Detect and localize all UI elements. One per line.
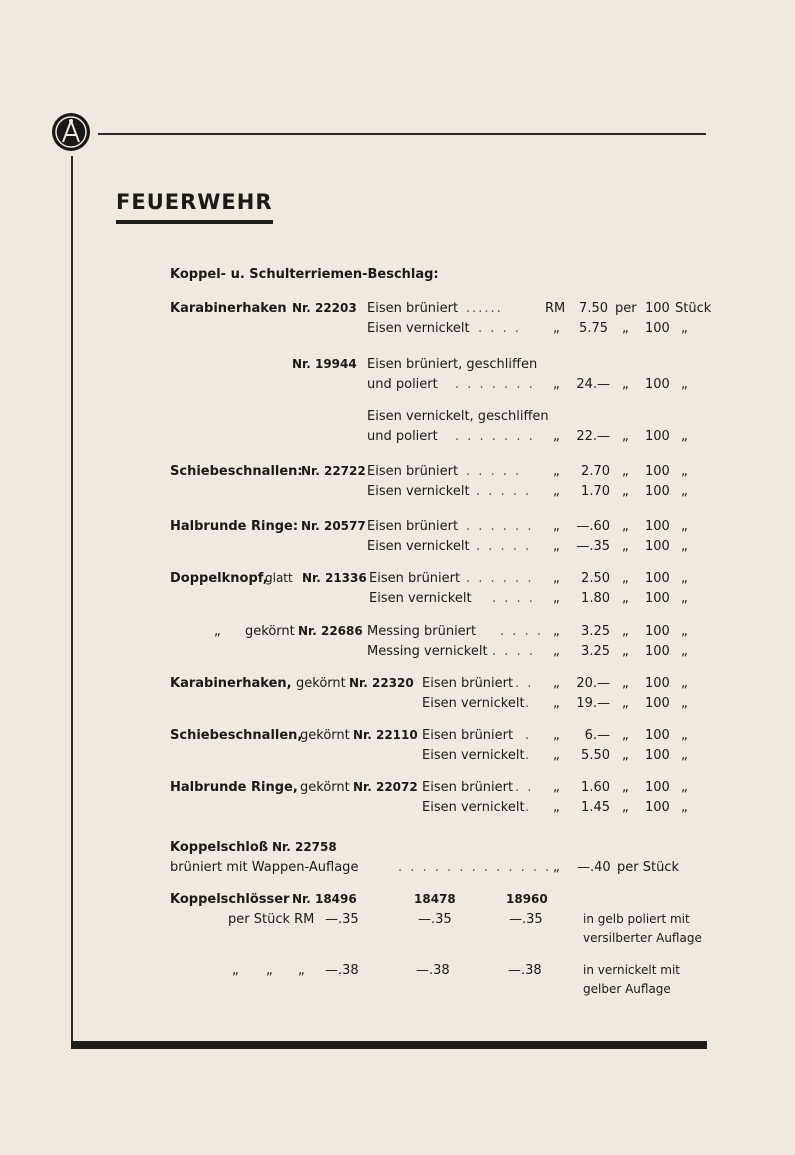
- item-price: —.60: [576, 519, 610, 534]
- item-price: 1.80: [581, 591, 610, 606]
- item-material: Eisen brüniert: [367, 464, 459, 479]
- ditto-mark: „: [553, 377, 560, 392]
- item-number: Nr. 22110: [353, 728, 418, 742]
- item-number: Nr. 21336: [302, 571, 367, 585]
- ditto-mark: „: [553, 644, 560, 659]
- ditto-mark: „: [622, 728, 629, 743]
- unit-label: Stück: [675, 301, 712, 316]
- per-label: per Stück RM: [228, 912, 315, 927]
- item-price: 22.—: [576, 429, 610, 444]
- item-variant: gekörnt: [296, 676, 346, 691]
- item-qty: 100: [645, 484, 670, 499]
- item-price: —.38: [508, 963, 542, 978]
- item-qty: 100: [645, 377, 670, 392]
- ditto-mark: „: [553, 571, 560, 586]
- section-heading: Koppel- u. Schulterriemen-Beschlag:: [170, 267, 439, 282]
- item-variant: gekörnt: [300, 780, 350, 795]
- ditto-mark: „: [681, 728, 688, 743]
- ditto-mark: „: [622, 539, 629, 554]
- item-price: 24.—: [576, 377, 610, 392]
- item-material: Eisen brüniert: [367, 519, 459, 534]
- leader-dots: . . . . . .: [466, 519, 534, 534]
- item-qty: 100: [645, 519, 670, 534]
- compass-icon: [52, 113, 90, 151]
- item-name: Karabinerhaken,: [170, 676, 292, 691]
- item-material: Eisen vernickelt: [422, 696, 525, 711]
- item-price: 3.25: [581, 624, 610, 639]
- ditto-mark: „: [553, 696, 560, 711]
- ditto-mark: „: [681, 748, 688, 763]
- item-price: 20.—: [576, 676, 610, 691]
- ditto-mark: „: [681, 464, 688, 479]
- ditto-mark: „: [681, 377, 688, 392]
- item-note: in vernickelt mit: [583, 963, 680, 977]
- item-price: 5.75: [579, 321, 608, 336]
- ditto-mark: „: [622, 377, 629, 392]
- item-price: —.35: [418, 912, 452, 927]
- item-name: Karabinerhaken: [170, 301, 287, 316]
- ditto-mark: „: [622, 624, 629, 639]
- ditto-mark: „: [681, 484, 688, 499]
- item-note: in gelb poliert mit: [583, 912, 690, 926]
- ditto-mark: „: [553, 780, 560, 795]
- ditto-mark: „: [622, 519, 629, 534]
- ditto-mark: „: [681, 696, 688, 711]
- item-price: 1.70: [581, 484, 610, 499]
- leader-dots: .: [525, 696, 532, 711]
- ditto-mark: „: [681, 676, 688, 691]
- item-price: 1.60: [581, 780, 610, 795]
- item-name: Schiebeschnallen,: [170, 728, 303, 743]
- ditto-mark: „: [553, 591, 560, 606]
- item-material: Eisen vernickelt: [422, 800, 525, 815]
- leader-dots: . . . . . .: [466, 571, 534, 586]
- ditto-mark: „: [553, 860, 560, 875]
- leader-dots: .: [525, 728, 532, 743]
- item-name: Halbrunde Ringe:: [170, 519, 299, 534]
- ditto-mark: „: [622, 800, 629, 815]
- item-qty: 100: [645, 696, 670, 711]
- item-material: Messing vernickelt: [367, 644, 488, 659]
- item-material: Eisen vernickelt: [369, 591, 472, 606]
- ditto-mark: „: [553, 321, 560, 336]
- item-qty: 100: [645, 800, 670, 815]
- leader-dots: .: [525, 748, 532, 763]
- ditto-mark: „: [681, 539, 688, 554]
- per-label: per Stück: [617, 860, 679, 875]
- item-name: Doppelknopf,: [170, 571, 268, 586]
- item-material: Eisen vernickelt, geschliffen: [367, 409, 549, 424]
- item-name: Koppelschloß: [170, 840, 269, 855]
- item-number: Nr. 22072: [353, 780, 418, 794]
- ditto-mark: „: [553, 539, 560, 554]
- item-name: Koppelschlösser: [170, 892, 290, 907]
- ditto-mark: „: [622, 780, 629, 795]
- leader-dots: . .: [515, 676, 534, 691]
- ditto-mark: „: [553, 484, 560, 499]
- item-material: und poliert: [367, 377, 438, 392]
- item-price: —.35: [325, 912, 359, 927]
- ditto-mark: „: [681, 644, 688, 659]
- ditto-mark: „: [681, 519, 688, 534]
- leader-dots: . . . . . . .: [455, 377, 535, 392]
- item-variant: glatt: [265, 571, 293, 585]
- item-number: 18478: [414, 892, 456, 906]
- item-qty: 100: [645, 748, 670, 763]
- item-price: —.38: [325, 963, 359, 978]
- item-qty: 100: [645, 728, 670, 743]
- left-rule: [71, 156, 73, 1049]
- leader-dots: .: [525, 800, 532, 815]
- item-price: —.40: [577, 860, 611, 875]
- item-price: 5.50: [581, 748, 610, 763]
- leader-dots: . . . .: [478, 321, 521, 336]
- item-price: 1.45: [581, 800, 610, 815]
- ditto-mark: „: [553, 624, 560, 639]
- item-price: 3.25: [581, 644, 610, 659]
- ditto-mark: „: [622, 571, 629, 586]
- ditto-mark: „: [622, 748, 629, 763]
- ditto-mark: „: [681, 780, 688, 795]
- item-qty: 100: [645, 571, 670, 586]
- ditto-mark: „: [553, 800, 560, 815]
- item-material: und poliert: [367, 429, 438, 444]
- ditto-mark: „: [622, 464, 629, 479]
- ditto-mark: „: [553, 748, 560, 763]
- item-name: Halbrunde Ringe,: [170, 780, 298, 795]
- item-price: 2.70: [581, 464, 610, 479]
- ditto-mark: „: [553, 519, 560, 534]
- item-price: —.38: [416, 963, 450, 978]
- item-material: Eisen vernickelt: [367, 484, 470, 499]
- item-material: Messing brüniert: [367, 624, 477, 639]
- leader-dots: . . . . . . . . . . . . .: [398, 860, 552, 875]
- ditto-mark: „: [681, 624, 688, 639]
- item-number: Nr. 22320: [349, 676, 414, 690]
- item-number: Nr. 22686: [298, 624, 363, 638]
- leader-dots: . .: [515, 780, 534, 795]
- ditto-mark: „: [622, 484, 629, 499]
- ditto-mark: „: [622, 429, 629, 444]
- page-title: FEUERWEHR: [116, 188, 273, 224]
- item-number: 18960: [506, 892, 548, 906]
- item-number: Nr. 20577: [301, 519, 366, 533]
- item-qty: 100: [645, 464, 670, 479]
- item-material: Eisen vernickelt: [367, 539, 470, 554]
- item-qty: 100: [645, 624, 670, 639]
- item-price: —.35: [576, 539, 610, 554]
- item-price: 2.50: [581, 571, 610, 586]
- item-qty: 100: [645, 301, 670, 316]
- item-description: brüniert mit Wappen-Auflage: [170, 860, 359, 875]
- ditto-mark: „: [622, 644, 629, 659]
- item-material: Eisen vernickelt: [422, 748, 525, 763]
- logo-emblem: [52, 113, 90, 151]
- bottom-rule: [71, 1041, 707, 1049]
- item-material: Eisen brüniert: [369, 571, 461, 586]
- ditto-mark: „: [622, 591, 629, 606]
- top-rule: [98, 133, 706, 135]
- ditto-mark: „: [553, 464, 560, 479]
- ditto-mark: „: [681, 321, 688, 336]
- ditto-mark: „: [298, 963, 305, 978]
- item-number: Nr. 19944: [292, 357, 357, 371]
- item-material: Eisen brüniert: [367, 301, 459, 316]
- item-variant: gekörnt: [300, 728, 350, 743]
- item-note: versilberter Auflage: [583, 931, 702, 945]
- ditto-mark: „: [232, 963, 239, 978]
- leader-dots: . . . .: [492, 644, 535, 659]
- item-qty: 100: [645, 644, 670, 659]
- ditto-mark: „: [622, 676, 629, 691]
- ditto-mark: „: [266, 963, 273, 978]
- ditto-mark: „: [553, 728, 560, 743]
- item-name: Schiebeschnallen:: [170, 464, 303, 479]
- item-material: Eisen vernickelt: [367, 321, 470, 336]
- item-number: Nr. 22758: [272, 840, 337, 854]
- ditto-mark: „: [622, 696, 629, 711]
- leader-dots: . . . .: [492, 591, 535, 606]
- item-material: Eisen brüniert: [422, 728, 514, 743]
- item-note: gelber Auflage: [583, 982, 671, 996]
- ditto-mark: „: [214, 624, 221, 639]
- item-qty: 100: [645, 321, 670, 336]
- item-material: Eisen brüniert: [422, 780, 514, 795]
- leader-dots: ......: [466, 301, 503, 316]
- item-qty: 100: [645, 429, 670, 444]
- item-price: 19.—: [576, 696, 610, 711]
- item-number: Nr. 22203: [292, 301, 357, 315]
- ditto-mark: „: [681, 429, 688, 444]
- ditto-mark: „: [553, 676, 560, 691]
- leader-dots: . . . . . . .: [455, 429, 535, 444]
- item-material: Eisen brüniert, geschliffen: [367, 357, 538, 372]
- item-price: 6.—: [584, 728, 610, 743]
- ditto-mark: „: [681, 800, 688, 815]
- item-material: Eisen brüniert: [422, 676, 514, 691]
- item-qty: 100: [645, 591, 670, 606]
- leader-dots: . . . . .: [476, 539, 532, 554]
- item-qty: 100: [645, 780, 670, 795]
- item-qty: 100: [645, 539, 670, 554]
- item-number: Nr. 18496: [292, 892, 357, 906]
- per-label: per: [615, 301, 637, 316]
- item-variant: gekörnt: [245, 624, 295, 639]
- item-qty: 100: [645, 676, 670, 691]
- leader-dots: . . . . .: [466, 464, 522, 479]
- leader-dots: . . . . .: [476, 484, 532, 499]
- leader-dots: . . . .: [500, 624, 543, 639]
- currency: RM: [545, 301, 566, 316]
- item-price: —.35: [509, 912, 543, 927]
- item-number: Nr. 22722: [301, 464, 366, 478]
- ditto-mark: „: [681, 591, 688, 606]
- item-price: 7.50: [579, 301, 608, 316]
- ditto-mark: „: [553, 429, 560, 444]
- ditto-mark: „: [622, 321, 629, 336]
- ditto-mark: „: [681, 571, 688, 586]
